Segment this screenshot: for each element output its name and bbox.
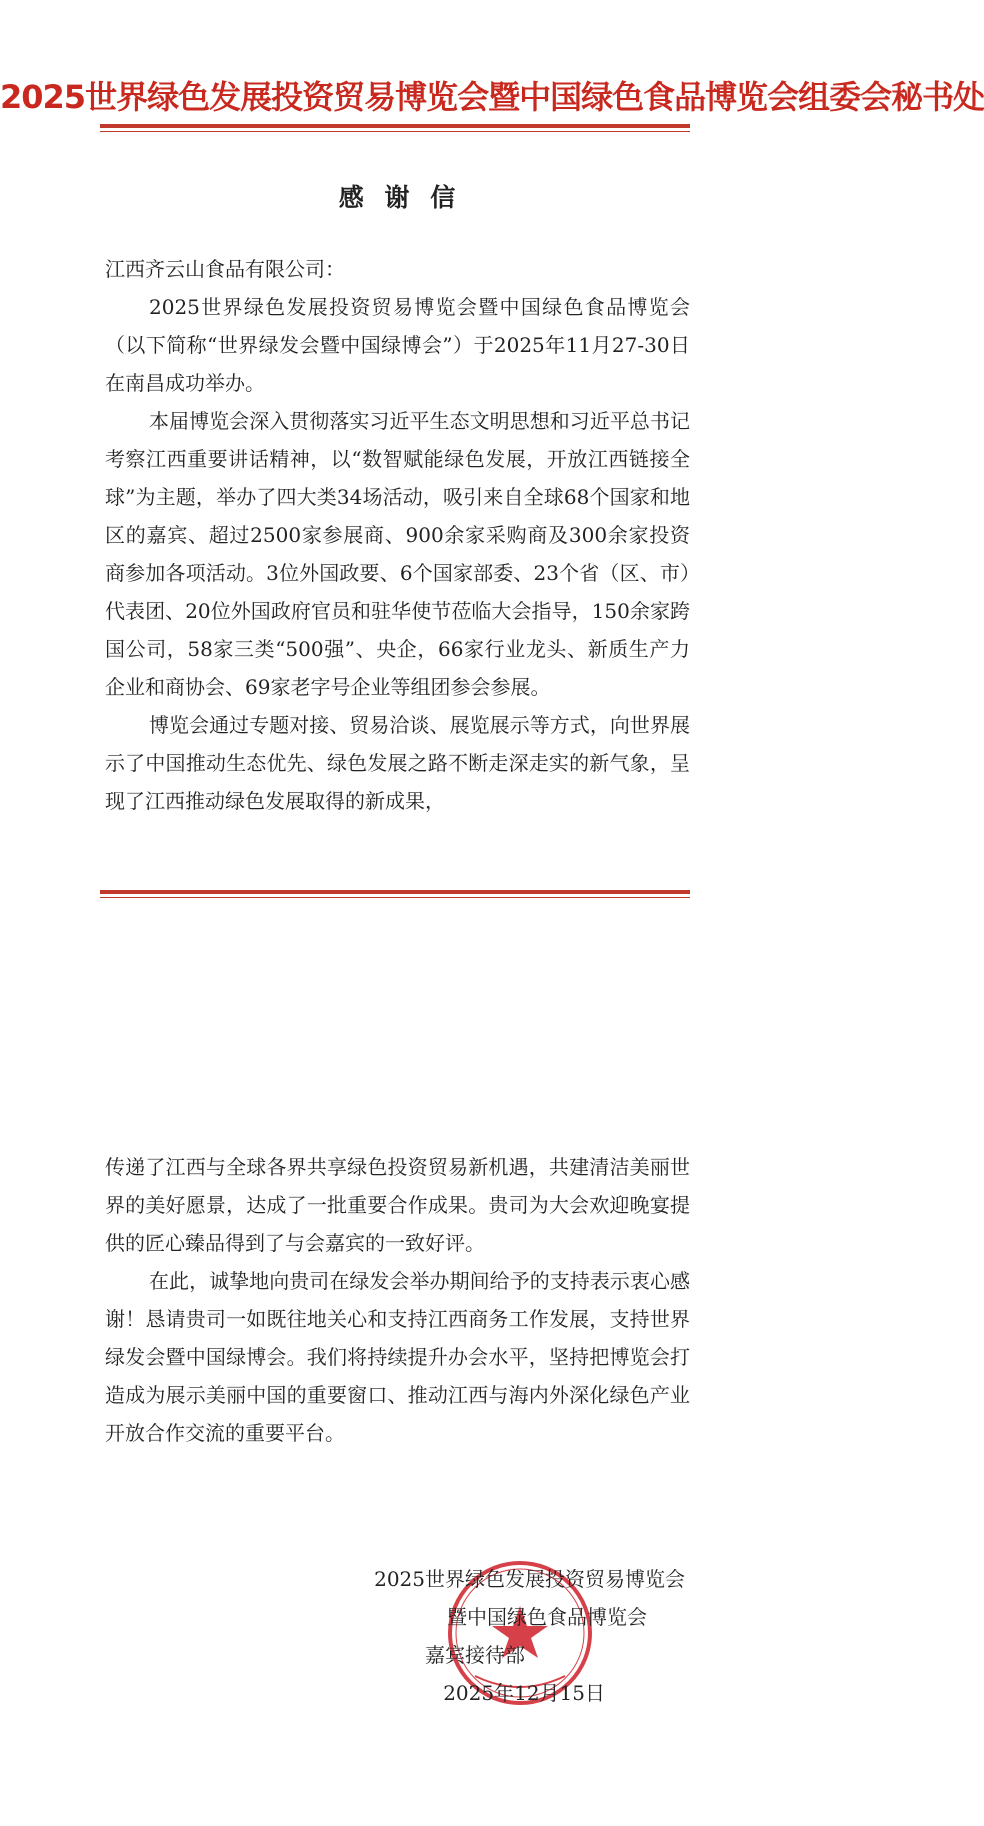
letterhead-title: 2025世界绿色发展投资贸易博览会暨中国绿色食品博览会组委会秘书处 [0, 78, 984, 116]
letter-title: 感 谢 信 [338, 183, 462, 212]
letter-body-top [105, 250, 690, 820]
paragraph-1: 2025世界绿色发展投资贸易博览会暨中国绿色食品博览会（以下简称“世界绿发会暨中国绿博会”）于2025年11月27-30日在南昌成功举办。 [105, 295, 690, 395]
paragraph-4: 在此，诚挚地向贵司在绿发会举办期间给予的支持表示衷心感谢！恳请贵司一如既往地关心和支持江西商务工作发展，支持世界绿发会暨中国绿博会。我们将持续提升办会水平，坚持把博览会打造成为展示美丽中国的重要窗口、推动江西与海内外深化绿色产业开放合作交流的重要平台。 [105, 1269, 690, 1445]
page-break-divider [100, 890, 690, 898]
paragraph-3-part-1: 博览会通过专题对接、贸易洽谈、展览展示等方式，向世界展示了中国推动生态优先、绿色发展之路不断走深走实的新气象，呈现了江西推动绿色发展取得的新成果， [105, 713, 690, 813]
header-divider [100, 124, 690, 132]
signature-department: 嘉宾接待部 [425, 1643, 525, 1667]
signature-org-line-2: 暨中国绿色食品博览会 [447, 1605, 647, 1629]
paragraph-3-part-2: 传递了江西与全球各界共享绿色投资贸易新机遇，共建清洁美丽世界的美好愿景，达成了一批重要合作成果。贵司为大会欢迎晚宴提供的匠心臻品得到了与会嘉宾的一致好评。 [105, 1155, 690, 1255]
signature-date: 2025年12月15日 [443, 1681, 605, 1705]
salutation: 江西齐云山食品有限公司： [105, 257, 345, 281]
signature-block [285, 1560, 685, 1712]
letter-body-bottom [105, 1148, 690, 1452]
paragraph-2: 本届博览会深入贯彻落实习近平生态文明思想和习近平总书记考察江西重要讲话精神，以“数智赋能绿色发展，开放江西链接全球”为主题，举办了四大类34场活动，吸引来自全球68个国家和地区的嘉宾、超过2500家参展商、900余家采购商及300余家投资商参加各项活动。3位外国政要、6个国家部委、23个省（区、市）代表团、20位外国政府官员和驻华使节莅临大会指导，150余家跨国公司，58家三类“500强”、央企，66家行业龙头、新质生产力企业和商协会、69家老字号企业等组团参会参展。 [105, 409, 690, 699]
signature-org-line-1: 2025世界绿色发展投资贸易博览会 [374, 1567, 685, 1591]
